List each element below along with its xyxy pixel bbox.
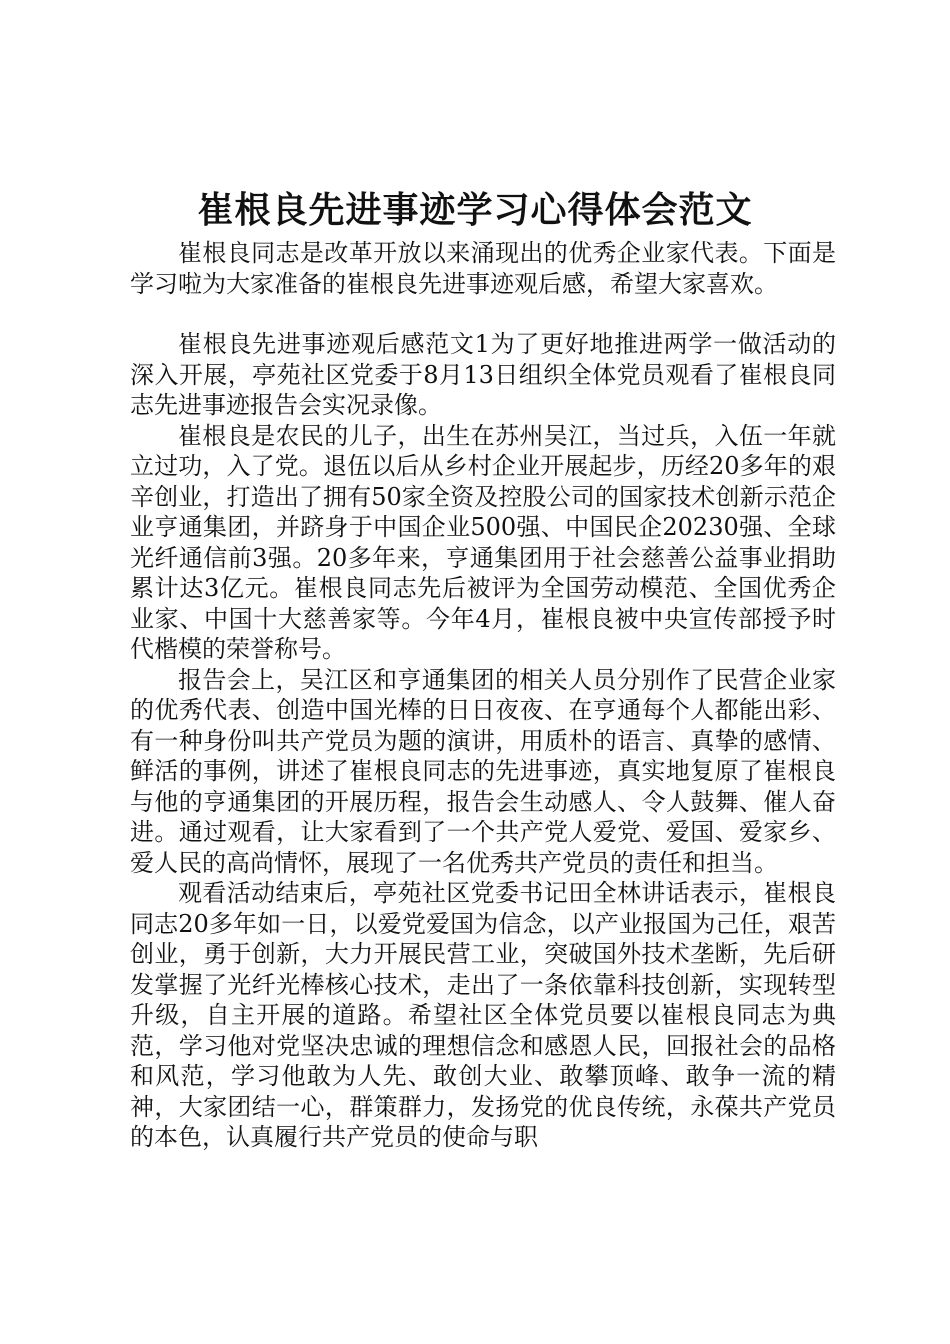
body-paragraph: 崔根良先进事迹观后感范文1为了更好地推进两学一做活动的深入开展，亭苑社区党委于8月13日组织全体党员观看了崔根良同志先进事迹报告会实况录像。 (130, 330, 836, 419)
body-paragraph: 报告会上，吴江区和亨通集团的相关人员分别作了民营企业家的优秀代表、创造中国光棒的日日夜夜、在亨通每个人都能出彩、有一种身份叫共产党员为题的演讲，用质朴的语言、真挚的感情、鲜活的事例，讲述了崔根良同志的先进事迹，真实地复原了崔根良与他的亨通集团的开展历程，报告会生动感人、令人鼓舞、催人奋进。通过观看，让大家看到了一个共产党人爱党、爱国、爱家乡、爱人民的高尚情怀，展现了一名优秀共产党员的责任和担当。 (130, 665, 836, 877)
document-title: 崔根良先进事迹学习心得体会范文 (197, 189, 753, 231)
document-body (130, 238, 836, 1153)
body-paragraph: 崔根良是农民的儿子，出生在苏州吴江，当过兵，入伍一年就立过功，入了党。退伍以后从乡村企业开展起步，历经20多年的艰辛创业，打造出了拥有50家全资及控股公司的国家技术创新示范企业亨通集团，并跻身于中国企业500强、中国民企20230强、全球光纤通信前3强。20多年来，亨通集团用于社会慈善公益事业捐助累计达3亿元。崔根良同志先后被评为全国劳动模范、全国优秀企业家、中国十大慈善家等。今年4月，崔根良被中央宣传部授予时代楷模的荣誉称号。 (130, 421, 836, 663)
body-paragraph: 观看活动结束后，亭苑社区党委书记田全林讲话表示，崔根良同志20多年如一日，以爱党爱国为信念，以产业报国为己任，艰苦创业，勇于创新，大力开展民营工业，突破国外技术垄断，先后研发掌握了光纤光棒核心技术，走出了一条依靠科技创新，实现转型升级，自主开展的道路。希望社区全体党员要以崔根良同志为典范，学习他对党坚决忠诚的理想信念和感恩人民，回报社会的品格和风范，学习他敢为人先、敢创大业、敢攀顶峰、敢争一流的精神，大家团结一心，群策群力，发扬党的优良传统，永葆共产党员的本色，认真履行共产党员的使命与职 (130, 879, 836, 1151)
intro-paragraph: 崔根良同志是改革开放以来涌现出的优秀企业家代表。下面是学习啦为大家准备的崔根良先进事迹观后感，希望大家喜欢。 (130, 239, 836, 298)
